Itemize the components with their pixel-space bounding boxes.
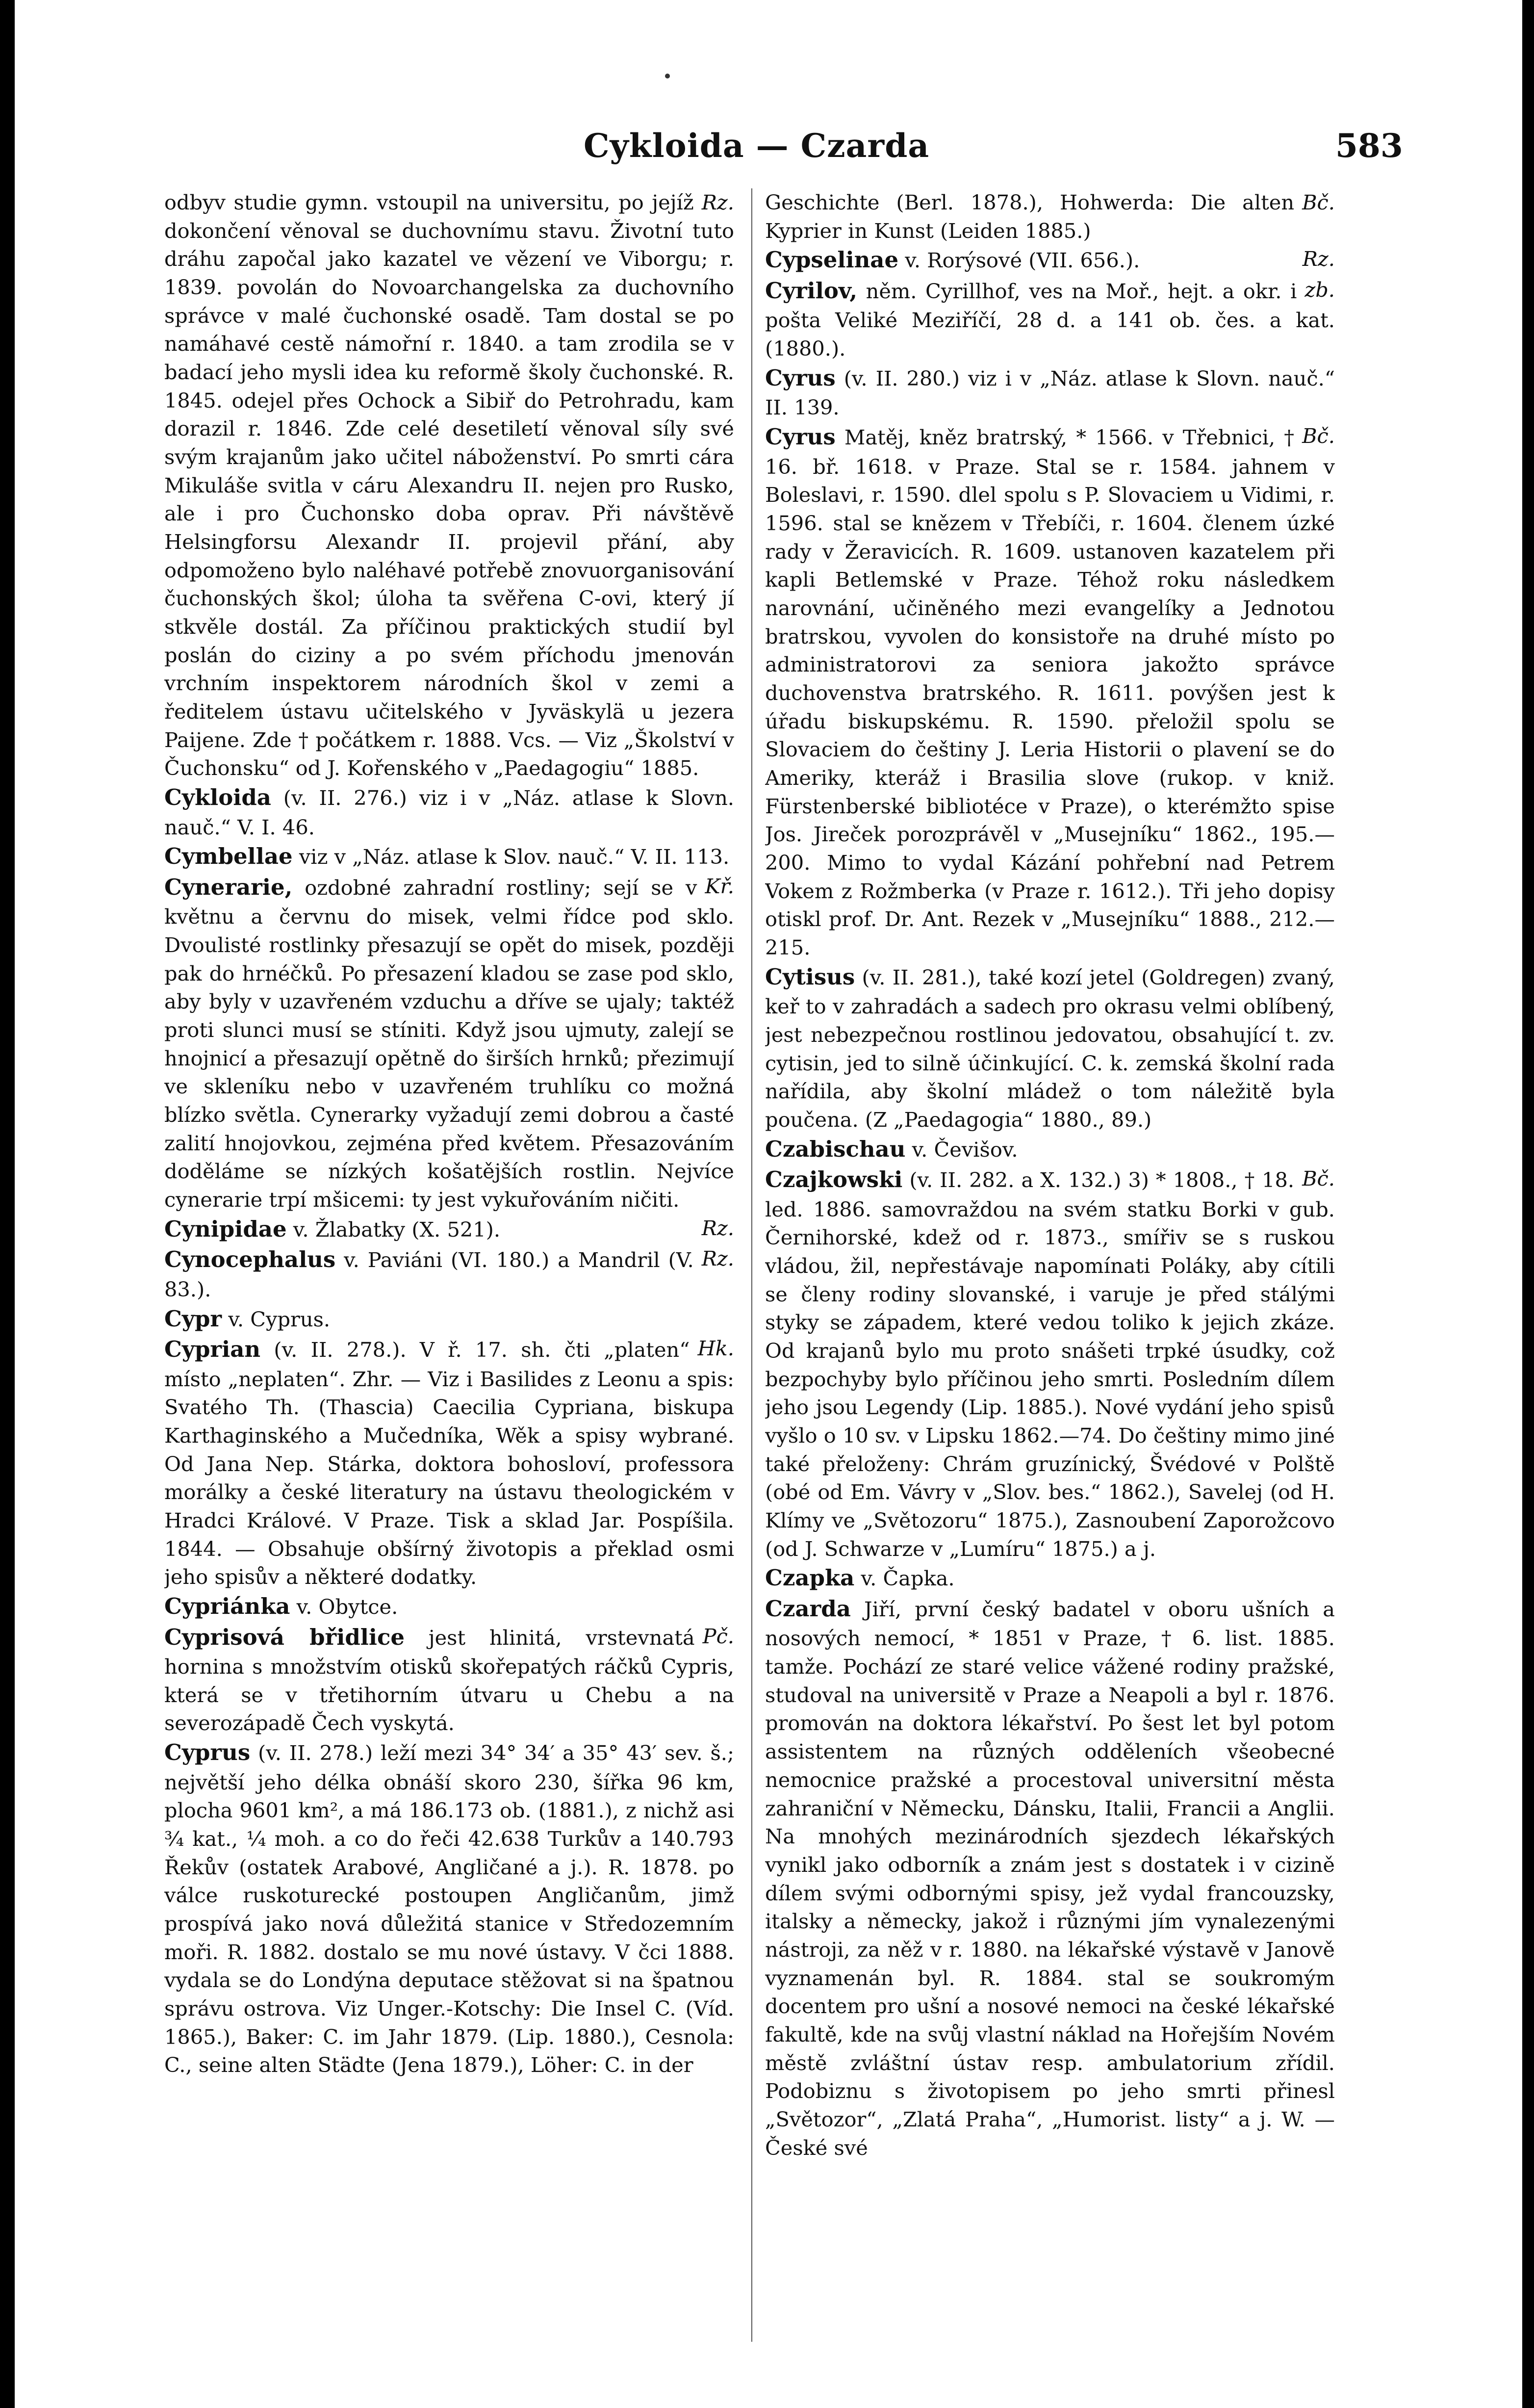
entry-text: (v. II. 278.). V ř. 17. sh. čti „platen“ místo „neplaten“. Zhr. — Viz i Basilides z Leonu a spis: Svatého Th. (Thascia) Caecilia Cypriana, biskupa Karthaginského a Mučedníka, Wěk a spisy wybrané. Od Jana Nep. Stárka, doktora bohosloví, professora morálky a české literatury na ústavu theologickém v Hradci Králové. V Praze. Tisk a sklad Jar. Pospíšila. 1844. — Obsahuje obšírný životopis a překlad osmi jeho spisův a některé dodatky. xyxy=(164,1338,734,1589)
dictionary-entry xyxy=(164,1214,734,1245)
dictionary-entry xyxy=(765,1594,1335,2162)
entry-headword: Czapka xyxy=(765,1565,855,1591)
entry-text: jest hlinitá, vrstevnatá hornina s množstvím otisků skořepatých ráčků Cypris, která se v třetihorním útvaru u Chebu a na severozápadě Čech vyskytá. xyxy=(164,1625,734,1735)
dictionary-entry xyxy=(164,1304,734,1335)
right-column xyxy=(765,188,1335,2347)
entry-headword: Cynocephalus xyxy=(164,1246,336,1273)
author-signature: Rz. xyxy=(701,1246,734,1271)
dictionary-entry xyxy=(765,1165,1335,1563)
entry-headword: Cykloida xyxy=(164,784,271,811)
entry-text: v. Rorýsové (VII. 656.). xyxy=(905,248,1140,273)
entry-text: odbyv studie gymn. vstoupil na universitu, po jejíž dokončení věnoval se duchovnímu stavu. Životní tuto dráhu započal jako kazatel ve vězení ve Viborgu; r. 1839. povolán do Novoarchangelska za duchovního správce v malé čuchonské osadě. Tam dostal se po namáhavé cestě námořní r. 1840. a tam zrodila se v badací jeho mysli idea ku reformě školy čuchonské. R. 1845. odejel přes Ochock a Sibiř do Petrohradu, kam dorazil r. 1846. Zde celé desetiletí věnoval síly své svým krajanům jako učitel náboženství. Po smrti cára Mikuláše svitla v cáru Alexandru II. nejen pro Rusko, ale i pro Čuchonsko doba oprav. Při návštěvě Helsingforsu Alexandr II. projevil přání, aby odpomoženo bylo naléhavé potřebě znovuorganisování čuchonských škol; úloha ta svěřena C-ovi, který jí stkvěle dostál. Za příčinou praktických studií byl poslán do ciziny a po svém příchodu jmenován vrchním inspektorem národních škol v zemi a ředitelem ústavu učitelského v Jyväskylä u jezera Paijene. Zde † počátkem r. 1888. Vcs. — Viz „Školství v Čuchonsku“ od J. Kořenského v „Paedagogiu“ 1885. xyxy=(164,190,734,780)
dictionary-entry xyxy=(164,188,734,782)
entry-headword: Cypselinae xyxy=(765,247,899,273)
dictionary-entry xyxy=(164,841,734,872)
entry-headword: Cyrilov, xyxy=(765,277,858,304)
dictionary-entry xyxy=(765,1563,1335,1594)
author-signature: Kř. xyxy=(705,874,734,898)
entry-headword: Cyrus xyxy=(765,364,836,391)
author-signature: Rz. xyxy=(701,1216,734,1240)
author-signature: Pč. xyxy=(702,1624,734,1648)
entry-text: ozdobné zahradní rostliny; sejí se v květnu a červnu do misek, velmi řídce pod sklo. Dvoulisté rostlinky přesazují se opět do misek, později pak do hrnéčků. Po přesazení kladou se zase pod sklo, aby byly v uzavřeném vzduchu a dříve se ujaly; taktéž proti slunci musí se stíniti. Když jsou ujmuty, zalejí se hnojnicí a přesazují opětně do širších hrnků; přezimují ve skleníku nebo v uzavřeném truhlíku co možná blízko světla. Cynerarky vyžadují zemi dobrou a časté zalití hnojovkou, zejména před květem. Přesazováním doděláme se nízkých košatějších rostlin. Nejvíce cynerarie trpí mšicemi: ty jest vykuřováním ničiti. xyxy=(164,875,734,1212)
entry-text: v. Čapka. xyxy=(861,1566,955,1591)
entry-headword: Cyprian xyxy=(164,1336,261,1363)
dictionary-entry xyxy=(765,276,1335,363)
entry-text: něm. Cyrillhof, ves na Moř., hejt. a okr. i pošta Veliké Meziříčí, 28 d. a 141 ob. čes. a kat. (1880.). xyxy=(765,279,1335,361)
print-speck xyxy=(665,74,670,78)
dictionary-entry xyxy=(765,188,1335,245)
dictionary-entry xyxy=(765,363,1335,422)
author-signature: Rz. xyxy=(701,190,734,214)
entry-headword: Cyrus xyxy=(765,424,836,450)
author-signature: Bč. xyxy=(1302,424,1335,448)
entry-headword: Czabischau xyxy=(765,1136,906,1162)
entry-text: Jiří, první český badatel v oboru ušních a nosových nemocí, * 1851 v Praze, † 6. list. 1885. tamže. Pochází ze staré velice vážené rodiny pražské, studoval na universitě v Praze a Neapoli a byl r. 1876. promován na doktora lékařství. Po šest let byl potom assistentem na různých odděleních všeobecné nemocnice pražské a procestoval universitní města zahraniční v Německu, Dánsku, Italii, Francii a Anglii. Na mnohých mezinárodních sjezdech lékařských vynikl jako odborník a znám jest s dostatek i v cizině dílem svými odbornými spisy, jež vydal francouzsky, italsky a německy, jakož i různými jím vynalezenými nástroji, za něž v r. 1880. na lékařské výstavě v Janově vyznamenán byl. R. 1884. stal se soukromým docentem pro ušní a nosové nemoci na české lékařské fakultě, kde na svůj vlastní náklad na Hořejším Novém městě zvláštní ústav resp. ambulatorium zřídil. Podobiznu s životopisem po jeho smrti přinesl „Světozor“, „Zlatá Praha“, „Humorist. listy“ a j. W. — České své xyxy=(765,1597,1335,2160)
author-signature: Bč. xyxy=(1302,190,1335,214)
entry-headword: Cyprus xyxy=(164,1739,251,1766)
dictionary-entry xyxy=(164,1334,734,1591)
entry-headword: Czajkowski xyxy=(765,1166,903,1193)
entry-text: v. Cyprus. xyxy=(228,1307,331,1331)
entry-headword: Cyprisová břidlice xyxy=(164,1624,405,1650)
left-page-edge xyxy=(0,0,15,2408)
dictionary-entry xyxy=(765,245,1335,276)
entry-text: v. Obytce. xyxy=(296,1595,398,1619)
dictionary-entry xyxy=(164,1244,734,1303)
entry-text: viz v „Náz. atlase k Slov. nauč.“ V. II. 113. xyxy=(299,845,730,869)
entry-headword: Cynerarie, xyxy=(164,874,293,900)
entry-text: (v. II. 276.) viz i v „Náz. atlase k Slovn. nauč.“ V. I. 46. xyxy=(164,786,734,839)
entry-text: v. Paviáni (VI. 180.) a Mandril (V. 83.). xyxy=(164,1248,694,1301)
entry-text: (v. II. 278.) leží mezi 34° 34′ a 35° 43′ sev. š.; největší jeho délka obnáší skoro 230, šířka 96 km, plocha 9601 km², a má 186.173 ob. (1881.), z nichž asi ¾ kat., ¼ moh. a co do řeči 42.638 Turkův a 140.793 Řekův (ostatek Arabové, Angličané a j.). R. 1878. po válce ruskoturecké postoupen Angličanům, jimž prospívá jako nová důležitá stanice v Středozemním moři. R. 1882. dostalo se mu nové ústavy. V čci 1888. vydala se do Londýna deputace stěžovat si na špatnou správu ostrova. Viz Unger.-Kotschy: Die Insel C. (Víd. 1865.), Baker: C. im Jahr 1879. (Lip. 1880.), Cesnola: C., seine alten Städte (Jena 1879.), Löher: C. in der xyxy=(164,1741,734,2077)
entry-text: (v. II. 281.), také kozí jetel (Goldregen) zvaný, keř to v zahradách a sadech pro okrasu velmi oblíbený, jest nebezpečnou rostlinou jedovatou, obsahující t. zv. cytisin, jed to silně účinkující. C. k. zemská školní rada nařídila, aby školní mládež o tom náležitě byla poučena. (Z „Paedagogia“ 1880., 89.) xyxy=(765,965,1335,1132)
dictionary-entry xyxy=(164,1737,734,2079)
entry-text: (v. II. 280.) viz i v „Náz. atlase k Slovn. nauč.“ II. 139. xyxy=(765,366,1335,420)
dictionary-entry xyxy=(765,1134,1335,1165)
entry-headword: Cymbellae xyxy=(164,843,293,870)
column-divider xyxy=(751,188,752,2342)
right-page-edge xyxy=(1522,0,1534,2408)
entry-text: v. Čevišov. xyxy=(912,1137,1018,1162)
dictionary-entry xyxy=(164,782,734,841)
dictionary-entry xyxy=(164,872,734,1214)
entry-text: v. Žlabatky (X. 521). xyxy=(293,1217,501,1242)
entry-headword: Cypr xyxy=(164,1305,222,1332)
dictionary-entry xyxy=(164,1591,734,1622)
dictionary-entry xyxy=(765,422,1335,962)
entry-headword: Cypriánka xyxy=(164,1593,290,1620)
entry-headword: Cynipidae xyxy=(164,1216,287,1242)
entry-text: Matěj, kněz bratrský, * 1566. v Třebnici, † 16. bř. 1618. v Praze. Stal se r. 1584. jahnem v Boleslavi, r. 1590. dlel spolu s P. Slovaciem u Vidimi, r. 1596. stal se knězem v Třebíči, r. 1604. členem úzké rady v Žeravicích. R. 1609. ustanoven kazatelem při kapli Betlemské v Praze. Téhož roku následkem narovnání, učiněného mezi evangelíky a Jednotou bratrskou, vyvolen do konsistoře na druhé místo po administratorovi za seniora jakožto správce duchovenstva bratrského. R. 1611. povýšen jest k úřadu biskupskému. R. 1590. přeložil spolu se Slovaciem do češtiny J. Leria Historii o plavení se do Ameriky, kteráž i Brasilia slove (rukop. v kniž. Fürstenberské bibliotéce v Praze), o kterémžto spise Jos. Jireček porozprávěl v „Musejníku“ 1862., 195.—200. Mimo to vydal Kázání pohřební nad Petrem Vokem z Rožmberka (v Praze r. 1612.). Tři jeho dopisy otiskl prof. Dr. Ant. Rezek v „Musejníku“ 1888., 212.—215. xyxy=(765,425,1335,959)
entry-text: (v. II. 282. a X. 132.) 3) * 1808., † 18. led. 1886. samovraždou na svém statku Borki v gub. Černihorské, kdež od r. 1873., smířiv se s ruskou vládou, žil, nepřestávaje napomínati Poláky, aby cítili se členy rodiny slovanské, i varuje je před stálými styky se západem, které vedou toliko k jejich zkáze. Od krajanů bylo mu proto snášeti trpké úsudky, což bezpochyby bylo příčinou jeho smrti. Posledním dílem jeho jsou Legendy (Lip. 1885.). Nové vydání jeho spisů vyšlo o 10 sv. v Lipsku 1862.—74. Do češtiny mimo jiné také přeloženy: Chrám gruzínický, Švédové v Polště (obé od Em. Vávry v „Slov. bes.“ 1862.), Savelej (od H. Klímy ve „Světozoru“ 1875.), Zasnoubení Zaporožcovo (od J. Schwarze v „Lumíru“ 1875.) a j. xyxy=(765,1168,1335,1561)
page-number: 583 xyxy=(1335,127,1403,165)
running-header: Cykloida — Czarda xyxy=(584,127,930,165)
left-column xyxy=(164,188,734,2347)
entry-text: Geschichte (Berl. 1878.), Hohwerda: Die alten Kyprier in Kunst (Leiden 1885.) xyxy=(765,190,1295,243)
author-signature: Rz. xyxy=(1302,247,1335,271)
dictionary-entry xyxy=(164,1622,734,1738)
entry-headword: Czarda xyxy=(765,1595,851,1622)
author-signature: Bč. xyxy=(1302,1166,1335,1191)
author-signature: zb. xyxy=(1304,277,1335,302)
dictionary-entry xyxy=(765,962,1335,1134)
entry-headword: Cytisus xyxy=(765,963,855,990)
author-signature: Hk. xyxy=(697,1336,734,1361)
